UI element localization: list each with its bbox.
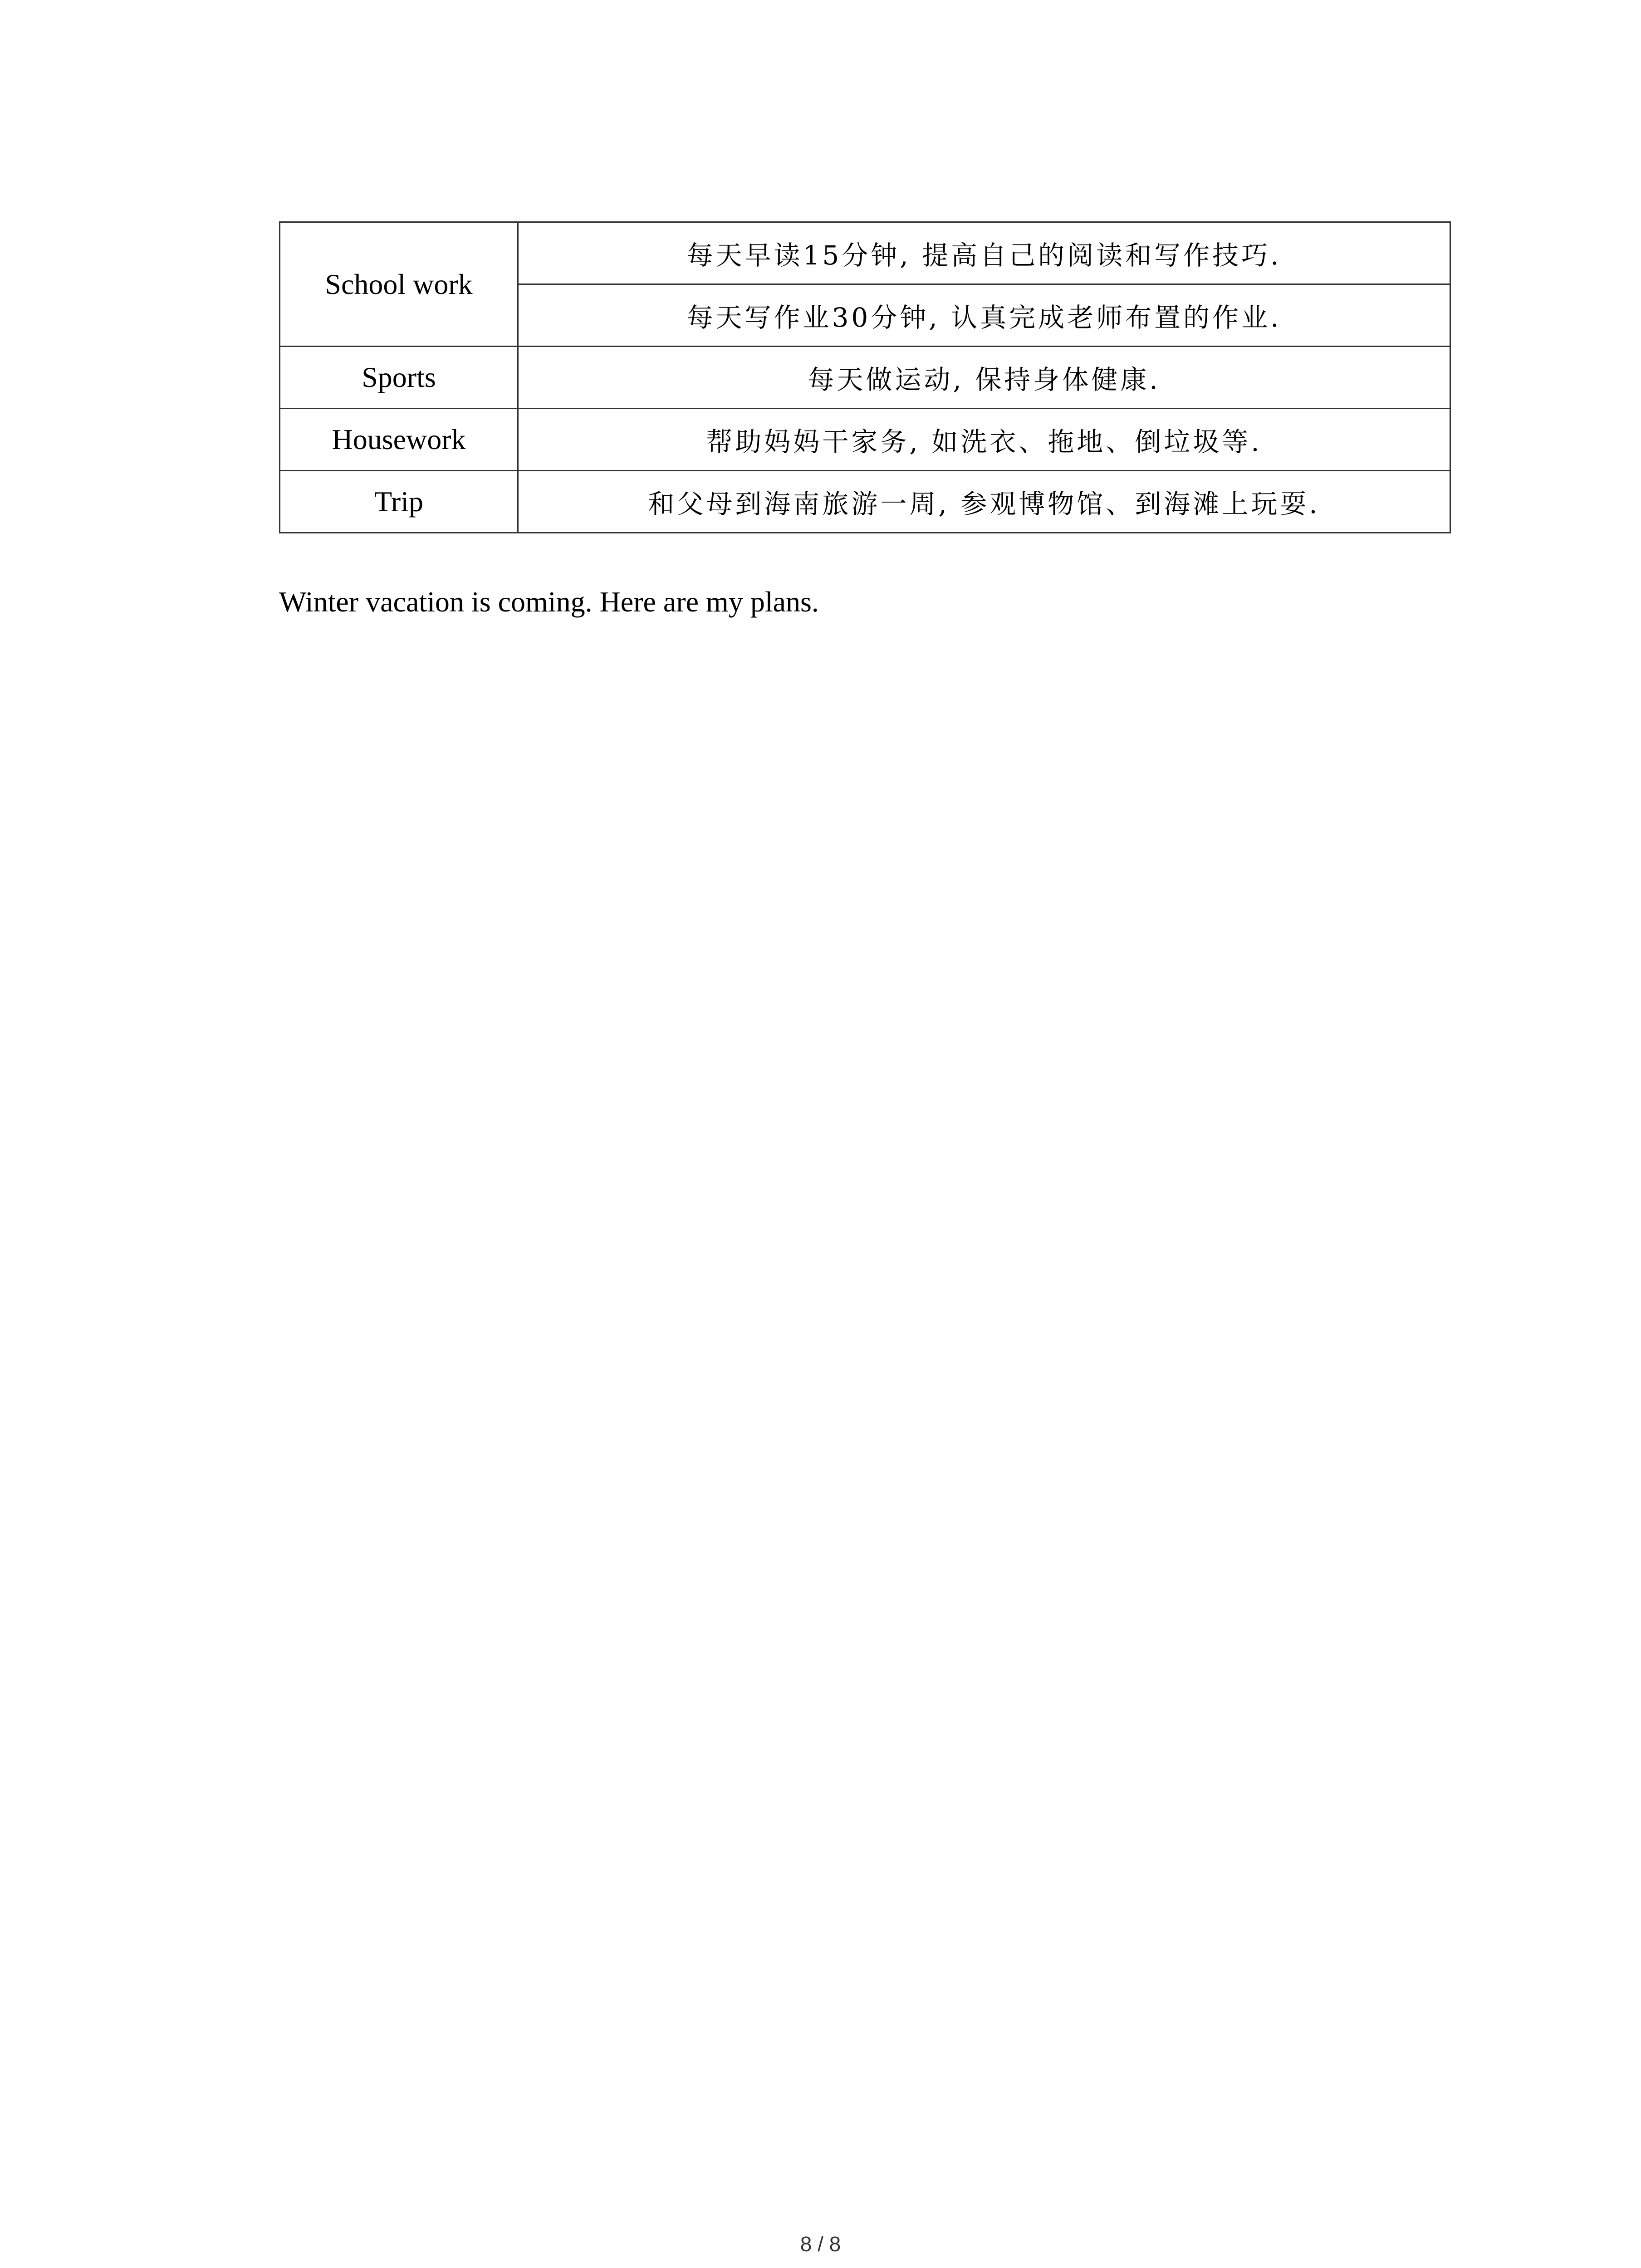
table-row: [280, 222, 1450, 284]
category-cell: School work: [280, 222, 518, 347]
plan-cell: 和父母到海南旅游一周, 参观博物馆、到海滩上玩耍.: [518, 471, 1450, 533]
table-row: [280, 471, 1450, 533]
plan-cell: 每天早读15分钟, 提高自己的阅读和写作技巧.: [518, 222, 1450, 284]
intro-sentence: Winter vacation is coming. Here are my plans.: [279, 586, 819, 618]
table-row: [280, 347, 1450, 409]
plan-table: [279, 221, 1451, 533]
table-row: [280, 409, 1450, 471]
category-cell: Trip: [280, 471, 518, 533]
category-cell: Sports: [280, 347, 518, 409]
plan-cell: 每天写作业30分钟, 认真完成老师布置的作业.: [518, 284, 1450, 347]
plan-cell: 帮助妈妈干家务, 如洗衣、拖地、倒垃圾等.: [518, 409, 1450, 471]
plan-cell: 每天做运动, 保持身体健康.: [518, 347, 1450, 409]
page-number: 8 / 8: [800, 2232, 841, 2256]
category-cell: Housework: [280, 409, 518, 471]
